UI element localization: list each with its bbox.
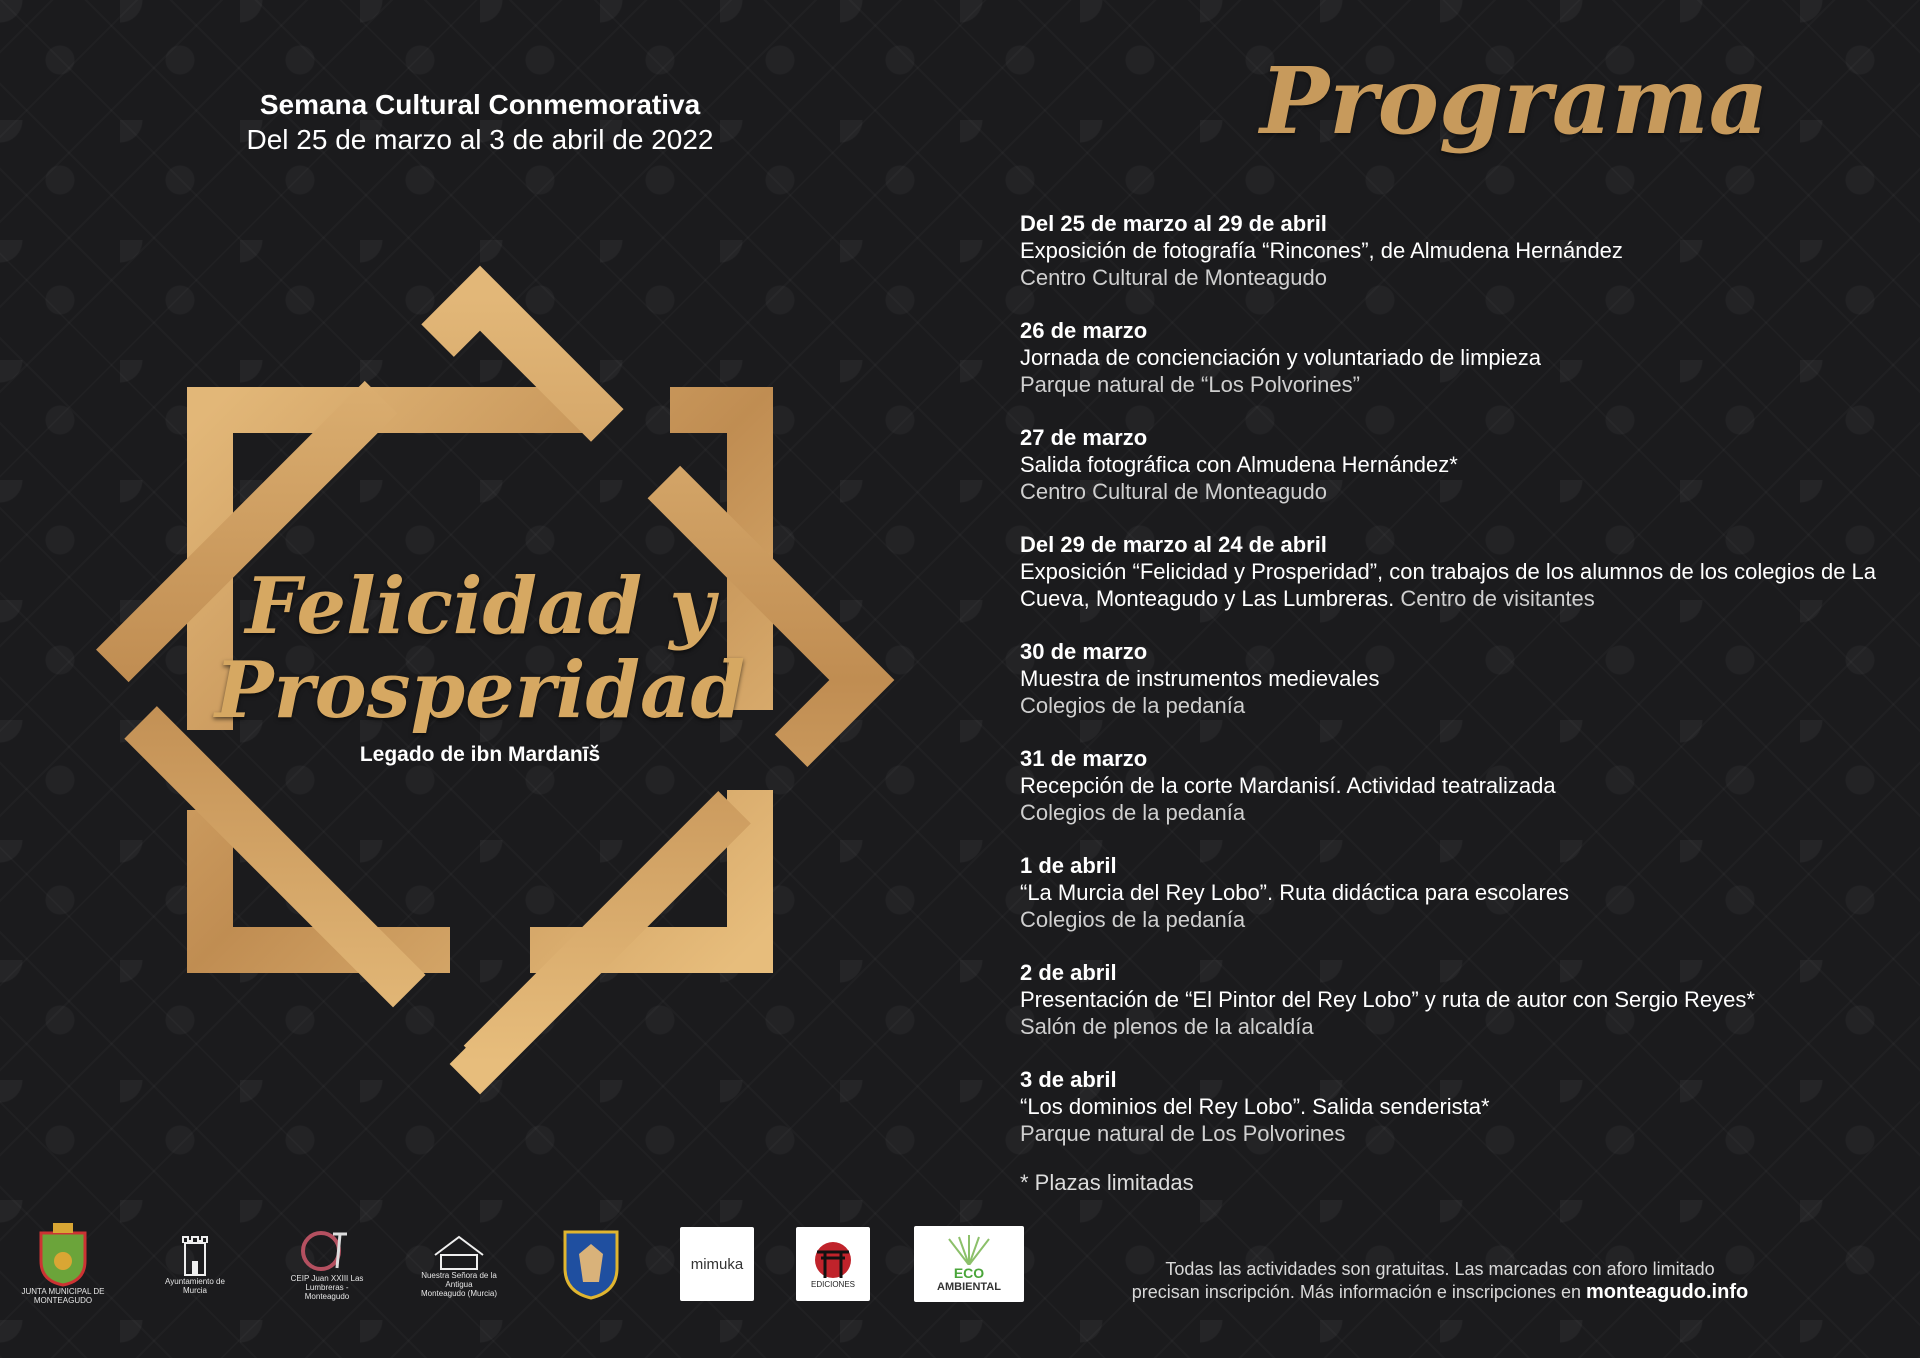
feature-title-line2: Prosperidad <box>214 645 746 736</box>
coat-of-arms-icon <box>33 1223 93 1287</box>
event-description: “Los dominios del Rey Lobo”. Salida senderista* <box>1020 1094 1490 1119</box>
info-line2: precisan inscripción. Más información e inscripciones en <box>1131 1282 1581 1302</box>
ediciones-caption: EDICIONES <box>810 1279 855 1289</box>
mimuka-logo <box>680 1227 754 1301</box>
event-place: Parque natural de “Los Polvorines” <box>1020 372 1360 397</box>
feature-subtitle: Legado de ibn Mardanīš <box>359 743 601 766</box>
program-event <box>1020 424 1900 505</box>
event-description: Jornada de concienciación y voluntariado de limpieza <box>1020 345 1541 370</box>
program-event <box>1020 638 1900 719</box>
event-place: Colegios de la pedanía <box>1020 693 1246 718</box>
event-description <box>1020 558 1900 612</box>
event-date: 2 de abril <box>1020 960 1117 985</box>
event-description-text: Exposición “Felicidad y Prosperidad”, con trabajos de los alumnos de los colegios de La Cueva, Monteagudo y Las Lumbreras. <box>1020 559 1877 611</box>
event-dates: Del 25 de marzo al 3 de abril de 2022 <box>246 124 714 155</box>
event-date: 1 de abril <box>1020 853 1117 878</box>
eco-text: ECO <box>953 1265 985 1281</box>
footnote: * Plazas limitadas <box>1020 1170 1194 1195</box>
event-date: Del 29 de marzo al 24 de abril <box>1020 532 1327 557</box>
feature-title-block <box>60 561 900 767</box>
event-place: Centro de visitantes <box>1400 586 1595 611</box>
bottom-info <box>1060 1258 1820 1304</box>
program-event <box>1020 745 1900 826</box>
star-emblem <box>60 260 900 1100</box>
school-building-icon <box>429 1231 489 1271</box>
info-line2-wrap <box>1060 1281 1820 1304</box>
program-event <box>1020 531 1900 612</box>
colegio-logo <box>416 1218 502 1310</box>
event-place: Colegios de la pedanía <box>1020 907 1246 932</box>
ediciones-logo <box>796 1227 870 1301</box>
sponsor-logos <box>20 1218 1070 1310</box>
event-date: 3 de abril <box>1020 1067 1117 1092</box>
event-place: Centro Cultural de Monteagudo <box>1020 479 1327 504</box>
info-line1: Todas las actividades son gratuitas. Las marcadas con aforo limitado <box>1165 1259 1715 1279</box>
event-date: 31 de marzo <box>1020 746 1148 771</box>
program-event <box>1020 317 1900 398</box>
program-event <box>1020 852 1900 933</box>
website-link[interactable]: monteagudo.info <box>1586 1281 1749 1303</box>
event-place: Parque natural de Los Polvorines <box>1020 1121 1346 1146</box>
event-date: 26 de marzo <box>1020 318 1148 343</box>
event-date: 27 de marzo <box>1020 425 1148 450</box>
event-series-title: Semana Cultural Conmemorativa <box>259 89 701 120</box>
event-place: Colegios de la pedanía <box>1020 800 1246 825</box>
program-title: Programa <box>1260 47 1769 155</box>
event-description: Muestra de instrumentos medievales <box>1020 666 1380 691</box>
program-event <box>1020 1066 1900 1147</box>
junta-caption: JUNTA MUNICIPAL DE MONTEAGUDO <box>21 1287 105 1305</box>
leaf-burst-icon <box>939 1235 999 1265</box>
ambiental-text: AMBIENTAL <box>937 1281 1001 1293</box>
event-description: “La Murcia del Rey Lobo”. Ruta didáctica para escolares <box>1020 880 1570 905</box>
mimuka-text: mimuka <box>690 1255 744 1273</box>
event-place: Centro Cultural de Monteagudo <box>1020 265 1327 290</box>
junta-municipal-logo <box>20 1218 106 1310</box>
event-date: Del 25 de marzo al 29 de abril <box>1020 211 1327 236</box>
program-event <box>1020 959 1900 1040</box>
ceip-emblem-icon <box>299 1228 355 1274</box>
ceip-logo <box>284 1218 370 1310</box>
event-description: Presentación de “El Pintor del Rey Lobo” y ruta de autor con Sergio Reyes* <box>1020 987 1755 1012</box>
colegio-caption: Nuestra Señora de la Antigua <box>421 1270 497 1289</box>
feature-title-line1: Felicidad y <box>245 561 715 652</box>
eco-ambiental-logo <box>914 1226 1024 1302</box>
ceip-caption: CEIP Juan XXIII Las Lumbreras - Monteagudo <box>290 1273 364 1301</box>
ayuntamiento-logo <box>152 1218 238 1310</box>
school-shield-logo <box>548 1218 634 1310</box>
event-description: Salida fotográfica con Almudena Hernández* <box>1020 452 1458 477</box>
program-list <box>1020 210 1900 1196</box>
colegio-place: Monteagudo (Murcia) <box>420 1288 498 1298</box>
program-event <box>1020 210 1900 291</box>
event-header <box>150 88 810 158</box>
ayuntamiento-caption: Ayuntamiento de Murcia <box>165 1277 225 1295</box>
event-date: 30 de marzo <box>1020 639 1148 664</box>
event-description: Recepción de la corte Mardanisí. Actividad teatralizada <box>1020 773 1556 798</box>
shield-icon <box>561 1228 621 1300</box>
event-place: Salón de plenos de la alcaldía <box>1020 1014 1314 1039</box>
torii-icon <box>811 1240 855 1280</box>
castle-icon <box>180 1233 210 1277</box>
event-description: Exposición de fotografía “Rincones”, de Almudena Hernández <box>1020 238 1623 263</box>
